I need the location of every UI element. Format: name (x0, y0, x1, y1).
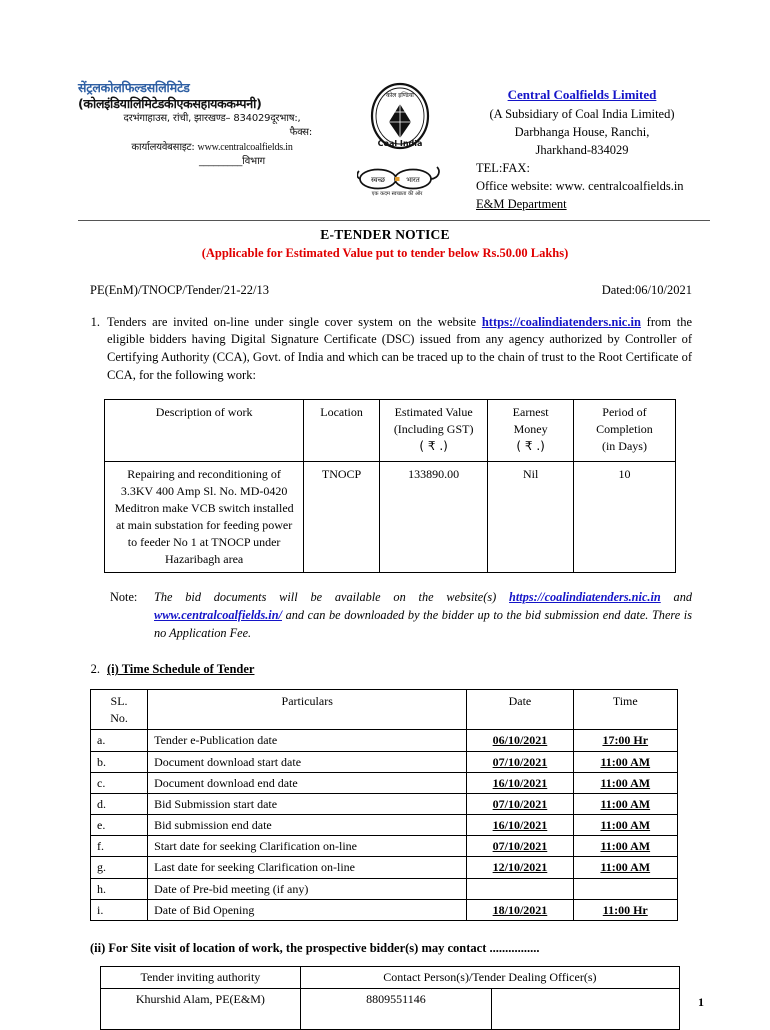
clause-1 (78, 314, 692, 385)
schedule-cell-time: 11:00 Hr (573, 899, 677, 920)
address-line-2: Jharkhand-834029 (535, 143, 629, 158)
contact-cell-extra (492, 989, 680, 1030)
tender-reference-number: PE(EnM)/TNOCP/Tender/21-22/13 (90, 282, 269, 297)
contact-cell-authority: Khurshid Alam, PE(E&M) (101, 989, 301, 1030)
note-text-2: and (660, 589, 692, 604)
hindi-website-value: www.centralcoalfields.in (197, 141, 293, 153)
schedule-header-sl (91, 690, 148, 730)
work-description-table (104, 399, 676, 573)
schedule-cell-particulars: Last date for seeking Clarification on-line (148, 857, 467, 878)
schedule-cell-particulars: Date of Pre-bid meeting (if any) (148, 878, 467, 899)
hindi-subsidiary-title: (कोलइंडियालिमिटेडकीएकसहायककम्पनी) (78, 95, 262, 111)
table-row (91, 793, 678, 814)
office-website-line: Office website: www. centralcoalfields.in (476, 179, 684, 194)
clause-1-text-after: from the eligible bidders having Digital Signature Certificate (DSC) issued from any agency authorized by Controller of Certifying Authority (CCA), Govt. of India and which can be traced up to the chain of trust to the Root Certificate of CCA, for the following work: (107, 314, 692, 382)
table-row (105, 461, 676, 572)
contact-cell-person: 8809551146 (300, 989, 491, 1030)
header-hindi-block (78, 80, 346, 170)
table-row (91, 857, 678, 878)
swachh-bharat-icon (357, 163, 443, 197)
address-line-1: Darbhanga House, Ranchi, (514, 124, 650, 139)
schedule-cell-time: 11:00 AM (573, 836, 677, 857)
schedule-cell-particulars: Start date for seeking Clarification on-line (148, 836, 467, 857)
svg-text:स्वच्छ: स्वच्छ (370, 176, 386, 184)
schedule-cell-date: 07/10/2021 (467, 836, 573, 857)
table-row (91, 899, 678, 920)
schedule-cell-sl: i. (91, 899, 148, 920)
work-description-line: to feeder No 1 at TNOCP under (127, 534, 281, 549)
schedule-header-time: Time (573, 690, 677, 730)
work-table-body (105, 461, 676, 572)
hindi-address-block (78, 112, 346, 170)
hindi-fax-label: फैक्स: (289, 127, 312, 139)
work-header-location: Location (304, 399, 380, 461)
period-line-1: Period of (602, 404, 647, 419)
document-header (0, 0, 770, 214)
schedule-cell-date (467, 878, 573, 899)
period-line-3: (in Days) (601, 438, 647, 453)
hindi-website-line (78, 141, 346, 156)
time-schedule-table (90, 689, 678, 921)
work-table-header-row (105, 399, 676, 461)
note-coalindiatenders-link[interactable]: https://coalindiatenders.nic.in (509, 589, 661, 604)
coal-india-logo-icon (369, 82, 431, 156)
contact-header-row (101, 967, 680, 989)
clause-1-body (107, 314, 692, 385)
svg-text:Coal India: Coal India (377, 139, 423, 148)
tender-date: Dated:06/10/2021 (601, 282, 692, 297)
schedule-cell-date: 07/10/2021 (467, 793, 573, 814)
notice-title-block (0, 227, 770, 261)
work-table-head (105, 399, 676, 461)
work-cell-period: 10 (573, 461, 675, 572)
earnest-line-2: Money (513, 421, 548, 436)
svg-text:कोल इण्डिया: कोल इण्डिया (386, 92, 414, 99)
schedule-table-body (91, 730, 678, 921)
table-row (91, 815, 678, 836)
contact-table-head (101, 967, 680, 989)
schedule-cell-date: 16/10/2021 (467, 815, 573, 836)
clause-1-text-before: Tenders are invited on-line under single cover system on the website (107, 314, 482, 329)
svg-text:भारत: भारत (406, 176, 420, 184)
schedule-cell-date: 18/10/2021 (467, 899, 573, 920)
estimated-value-line-1: Estimated Value (394, 404, 473, 419)
work-cell-location: TNOCP (304, 461, 380, 572)
schedule-cell-sl: d. (91, 793, 148, 814)
schedule-cell-particulars: Bid submission end date (148, 815, 467, 836)
note-text-1: The bid documents will be available on the website(s) (154, 589, 510, 604)
clause-1-number: 1. (90, 314, 100, 329)
earnest-currency: ( ₹ .) (516, 438, 545, 453)
schedule-cell-sl: f. (91, 836, 148, 857)
table-row (101, 989, 680, 1030)
note-centralcoalfields-link[interactable]: www.centralcoalfields.in/ (154, 607, 282, 622)
table-row (91, 751, 678, 772)
schedule-cell-date: 06/10/2021 (467, 730, 573, 751)
header-divider (78, 220, 710, 221)
header-english-block (454, 80, 710, 214)
table-row (91, 836, 678, 857)
schedule-cell-time: 11:00 AM (573, 772, 677, 793)
schedule-cell-time: 11:00 AM (573, 815, 677, 836)
note-text-3: and can be downloaded by the bidder up to the bid submission end date. There is no Application Fee. (154, 607, 692, 640)
hindi-department-line: _________विभाग (198, 156, 265, 168)
company-name-row (454, 86, 710, 105)
schedule-cell-time: 17:00 Hr (573, 730, 677, 751)
schedule-cell-time: 11:00 AM (573, 751, 677, 772)
schedule-cell-particulars: Tender e-Publication date (148, 730, 467, 751)
svg-text:एक कदम स्वच्छता की ओर: एक कदम स्वच्छता की ओर (371, 191, 423, 197)
note-block (110, 589, 692, 642)
work-description-line: Hazaribagh area (164, 551, 244, 566)
work-cell-description (105, 461, 304, 572)
contact-header-person: Contact Person(s)/Tender Dealing Officer(s) (300, 967, 679, 989)
schedule-cell-particulars: Document download start date (148, 751, 467, 772)
contact-table-body (101, 989, 680, 1030)
schedule-cell-sl: e. (91, 815, 148, 836)
schedule-cell-sl: g. (91, 857, 148, 878)
schedule-cell-time: 11:00 AM (573, 793, 677, 814)
page-subtitle: (Applicable for Estimated Value put to tender below Rs.50.00 Lakhs) (201, 245, 569, 260)
table-row (91, 730, 678, 751)
work-header-period (573, 399, 675, 461)
schedule-cell-sl: b. (91, 751, 148, 772)
schedule-cell-particulars: Document download end date (148, 772, 467, 793)
schedule-table-head (91, 690, 678, 730)
department-label: E&M Department (476, 197, 567, 212)
schedule-cell-sl: c. (91, 772, 148, 793)
work-header-estimated-value (379, 399, 488, 461)
work-header-description: Description of work (105, 399, 304, 461)
hindi-company-title: सेंट्रलकोलफिल्डसलिमिटेड (78, 80, 190, 95)
note-text (154, 589, 692, 642)
earnest-line-1: Earnest (512, 404, 549, 419)
schedule-cell-date: 12/10/2021 (467, 857, 573, 878)
work-cell-earnest-money: Nil (488, 461, 574, 572)
coalindiatenders-link[interactable]: https://coalindiatenders.nic.in (481, 314, 641, 329)
header-logo-block (346, 80, 454, 197)
clause-2-heading: (i) Time Schedule of Tender (107, 662, 255, 677)
contact-header-authority: Tender inviting authority (101, 967, 301, 989)
hindi-address-line: दरभंगाहाउस, रांची, झारखण्ड– 834029दूरभाष:, (123, 112, 301, 124)
note-label: Note: (110, 589, 138, 604)
period-line-2: Completion (596, 421, 653, 436)
work-header-earnest-money (488, 399, 574, 461)
work-description-line: Repairing and reconditioning of (127, 466, 281, 481)
table-row (91, 772, 678, 793)
table-row (91, 878, 678, 899)
page-number: 1 (698, 995, 704, 1009)
schedule-header-sl-line2: No. (110, 710, 128, 725)
schedule-header-sl-line1: SL. (110, 694, 128, 709)
clause-2 (78, 662, 692, 677)
schedule-cell-date: 16/10/2021 (467, 772, 573, 793)
reference-line (90, 283, 692, 298)
tel-fax-line: TEL:FAX: (476, 161, 530, 176)
work-description-line: 3.3KV 400 Amp Sl. No. MD-0420 (120, 483, 288, 498)
hindi-website-label: कार्यालयवेबसाइट: (131, 141, 195, 153)
company-name: Central Coalfields Limited (507, 87, 657, 102)
schedule-cell-particulars: Bid Submission start date (148, 793, 467, 814)
contact-table (100, 966, 680, 1030)
page-title: E-TENDER NOTICE (320, 226, 450, 242)
schedule-cell-time: 11:00 AM (573, 857, 677, 878)
schedule-header-date: Date (467, 690, 573, 730)
work-cell-estimated-value: 133890.00 (379, 461, 488, 572)
schedule-cell-time (573, 878, 677, 899)
schedule-cell-particulars: Date of Bid Opening (148, 899, 467, 920)
estimated-value-line-2: (Including GST) (393, 421, 474, 436)
estimated-value-currency: ( ₹ .) (419, 438, 448, 453)
work-description-line: Meditron make VCB switch installed (114, 500, 294, 515)
schedule-header-row (91, 690, 678, 730)
clause-ii-heading: (ii) For Site visit of location of work, the prospective bidder(s) may contact ................ (90, 941, 540, 956)
subsidiary-line: (A Subsidiary of Coal India Limited) (489, 106, 675, 121)
work-description-line: at main substation for feeding power (115, 517, 293, 532)
schedule-cell-date: 07/10/2021 (467, 751, 573, 772)
clause-2-number: 2. (90, 662, 100, 677)
schedule-cell-sl: a. (91, 730, 148, 751)
schedule-cell-sl: h. (91, 878, 148, 899)
department-line (454, 195, 710, 213)
schedule-header-particulars: Particulars (148, 690, 467, 730)
